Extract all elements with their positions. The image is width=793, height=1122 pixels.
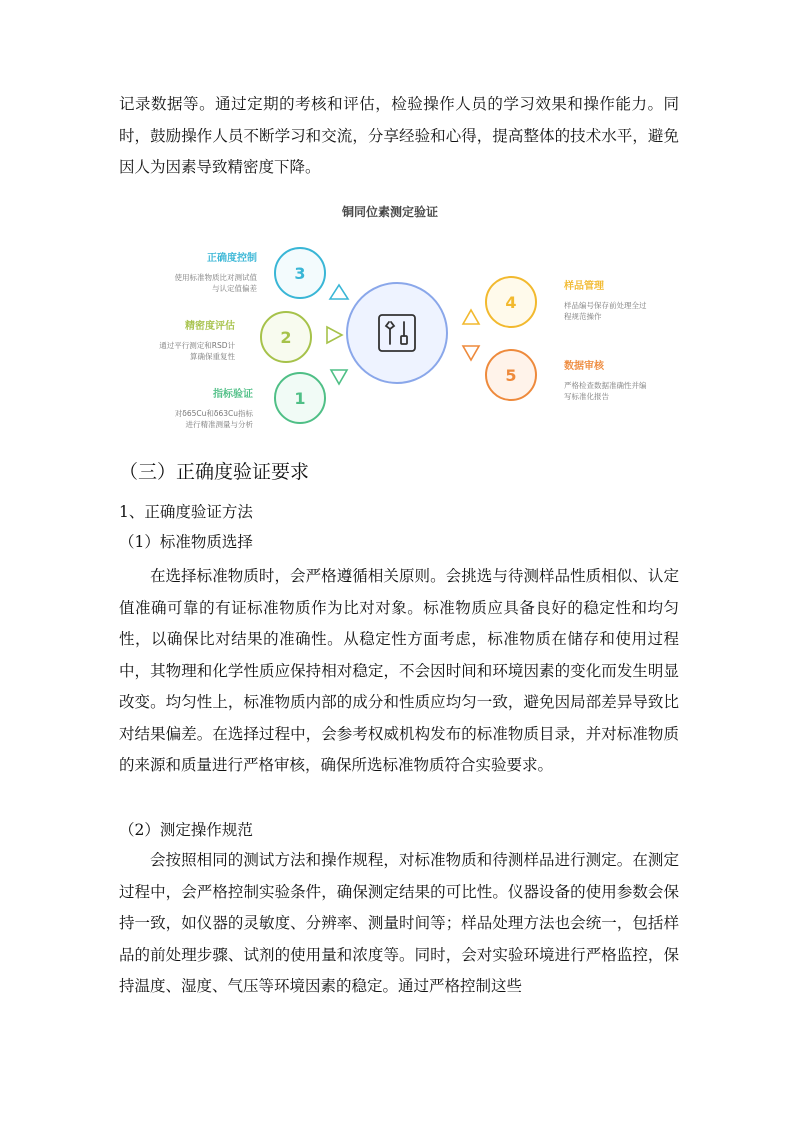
section-heading: （三）正确度验证要求 [119,461,310,483]
step-1-number: 1 [294,389,306,408]
triangle-down-icon [463,346,479,360]
center-circle [347,283,447,383]
step-1-desc-2: 进行精准测量与分析 [185,420,253,429]
step-2-label: 精密度评估 [185,321,235,332]
step-3-number: 3 [294,264,306,283]
step-1-desc-1: 对δ65Cu和δ63Cu指标 [174,409,253,418]
step-4-label: 样品管理 [564,281,604,292]
step-4-desc-1: 样品编号保存前处理全过 [564,301,647,310]
subheading-1-2: （2）测定操作规范 [119,821,253,839]
step-5-desc-1: 严格检查数据准确性并编 [564,381,647,390]
triangle-down-icon [331,370,347,384]
paragraph-2: 会按照相同的测试方法和操作规程，对标准物质和待测样品进行测定。在测定过程中，会严格控制实验条件，确保测定结果的可比性。仪器设备的使用参数会保持一致，如仪器的灵敏度、分辨率、测量时间等；样品处理方法也会统一，包括样品的前处理步骤、试剂的使用量和浓度等。同时，会对实验环境进行严格监控，保持温度、湿度、气压等环境因素的稳定。通过严格控制这些 [119,851,679,995]
paragraph-1: 在选择标准物质时，会严格遵循相关原则。会挑选与待测样品性质相似、认定值准确可靠的有证标准物质作为比对对象。标准物质应具备良好的稳定性和均匀性，以确保比对结果的准确性。从稳定性方面考虑，标准物质在储存和使用过程中，其物理和化学性质应保持相对稳定，不会因时间和环境因素的变化而发生明显改变。均匀性上，标准物质内部的成分和性质应均匀一致，避免因局部差异导致比对结果偏差。在选择过程中，会参考权威机构发布的标准物质目录，并对标准物质的来源和质量进行严格审核，确保所选标准物质符合实验要求。 [119,567,679,774]
step-1-label: 指标验证 [213,389,253,400]
figure-title: 铜同位素测定验证 [341,205,439,219]
triangle-right-icon [327,327,342,343]
subheading-1: 1、正确度验证方法 [119,503,253,521]
step-3-desc-1: 使用标准物质比对测试值 [174,273,257,282]
step-4-desc-2: 程规范操作 [564,312,602,321]
step-5-number: 5 [505,366,517,385]
step-3-desc-2: 与认定值偏差 [212,284,257,293]
copper-isotope-figure [140,198,680,443]
step-5-desc-2: 写标准化报告 [564,392,609,401]
step-4-number: 4 [505,293,517,312]
step-2-desc-1: 通过平行测定和RSD计 [159,341,235,350]
triangle-up-icon [330,285,348,299]
step-5-label: 数据审核 [564,361,604,372]
step-2-desc-2: 算确保重复性 [190,352,235,361]
intro-paragraph: 记录数据等。通过定期的考核和评估，检验操作人员的学习效果和操作能力。同时，鼓励操作人员不断学习和交流，分享经验和心得，提高整体的技术水平，避免因人为因素导致精密度下降。 [119,95,679,176]
step-2-number: 2 [280,328,292,347]
triangle-up-icon [463,310,479,324]
subheading-1-1: （1）标准物质选择 [119,533,253,551]
step-3-label: 正确度控制 [207,253,257,264]
